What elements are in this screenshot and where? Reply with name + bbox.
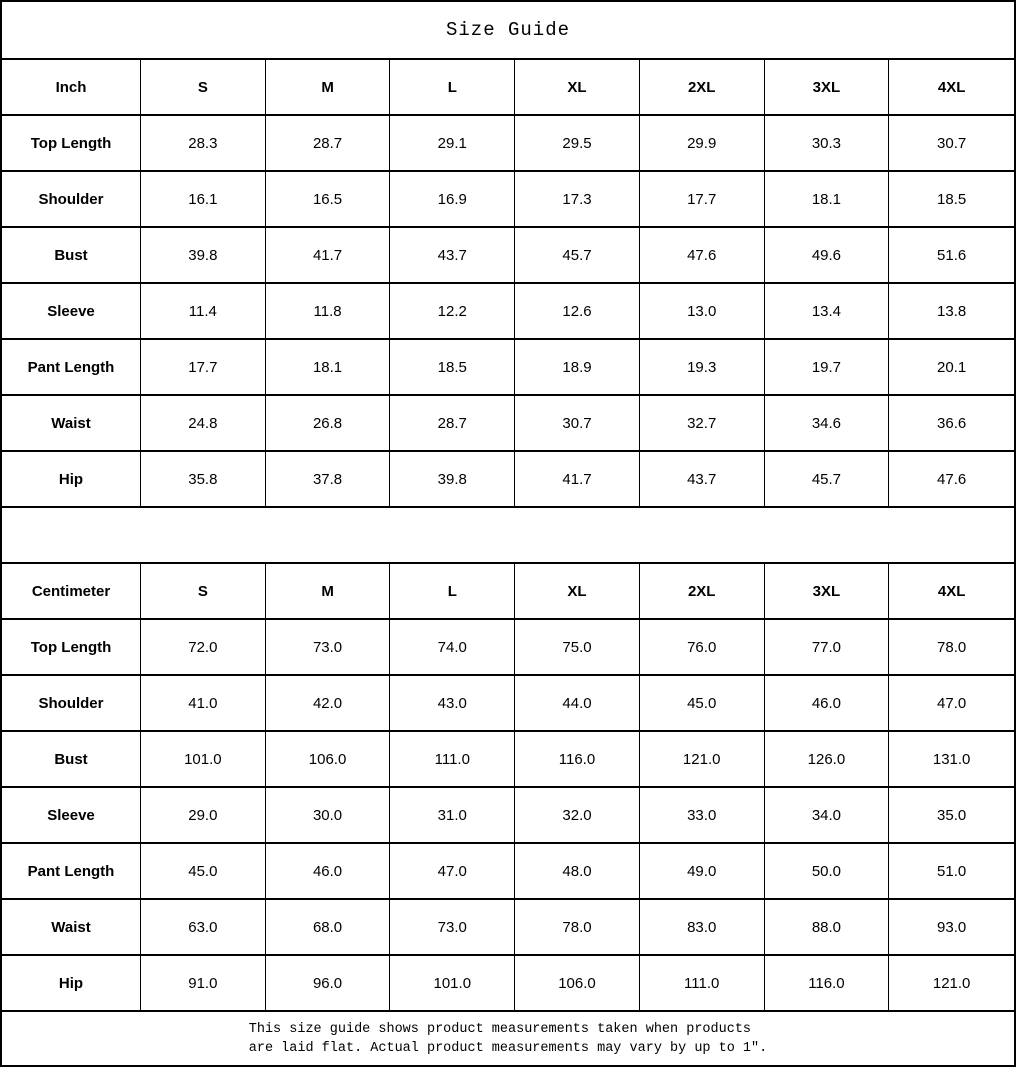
measurement-label: Waist (2, 394, 141, 450)
size-col-header: 3XL (765, 58, 890, 114)
measurement-label: Shoulder (2, 170, 141, 226)
measurement-value: 16.1 (141, 170, 266, 226)
size-col-header: XL (515, 58, 640, 114)
measurement-value: 28.3 (141, 114, 266, 170)
measurement-value: 50.0 (765, 842, 890, 898)
measurement-value: 45.0 (640, 674, 765, 730)
measurement-label: Top Length (2, 114, 141, 170)
size-col-header: L (390, 562, 515, 618)
footer-note-line2: are laid flat. Actual product measurements may vary by up to 1″. (248, 1040, 768, 1056)
size-col-header: M (266, 58, 391, 114)
measurement-value: 12.6 (515, 282, 640, 338)
measurement-value: 37.8 (266, 450, 391, 506)
measurement-value: 13.4 (765, 282, 890, 338)
measurement-value: 16.9 (390, 170, 515, 226)
measurement-value: 121.0 (889, 954, 1014, 1010)
measurement-value: 33.0 (640, 786, 765, 842)
measurement-value: 16.5 (266, 170, 391, 226)
measurement-value: 12.2 (390, 282, 515, 338)
measurement-value: 17.7 (640, 170, 765, 226)
measurement-value: 111.0 (640, 954, 765, 1010)
measurement-value: 34.6 (765, 394, 890, 450)
centimeter-table (0, 562, 1016, 1010)
measurement-value: 45.7 (765, 450, 890, 506)
measurement-value: 47.0 (889, 674, 1014, 730)
measurement-value: 51.6 (889, 226, 1014, 282)
measurement-value: 30.7 (515, 394, 640, 450)
measurement-value: 42.0 (266, 674, 391, 730)
measurement-value: 30.7 (889, 114, 1014, 170)
measurement-value: 111.0 (390, 730, 515, 786)
measurement-value: 18.9 (515, 338, 640, 394)
measurement-value: 18.5 (889, 170, 1014, 226)
measurement-value: 41.0 (141, 674, 266, 730)
measurement-value: 11.4 (141, 282, 266, 338)
measurement-value: 35.8 (141, 450, 266, 506)
measurement-value: 20.1 (889, 338, 1014, 394)
size-col-header: 2XL (640, 58, 765, 114)
measurement-value: 17.3 (515, 170, 640, 226)
measurement-value: 46.0 (765, 674, 890, 730)
measurement-label: Hip (2, 954, 141, 1010)
measurement-value: 46.0 (266, 842, 391, 898)
measurement-value: 77.0 (765, 618, 890, 674)
size-col-header: M (266, 562, 391, 618)
measurement-value: 29.0 (141, 786, 266, 842)
measurement-value: 49.6 (765, 226, 890, 282)
measurement-value: 34.0 (765, 786, 890, 842)
measurement-value: 32.7 (640, 394, 765, 450)
measurement-value: 101.0 (141, 730, 266, 786)
measurement-value: 24.8 (141, 394, 266, 450)
measurement-value: 26.8 (266, 394, 391, 450)
measurement-value: 11.8 (266, 282, 391, 338)
measurement-label: Bust (2, 226, 141, 282)
inch-table (0, 58, 1016, 506)
measurement-value: 13.0 (640, 282, 765, 338)
table-spacer (0, 506, 1016, 562)
measurement-value: 45.0 (141, 842, 266, 898)
measurement-value: 18.1 (266, 338, 391, 394)
measurement-value: 126.0 (765, 730, 890, 786)
measurement-value: 32.0 (515, 786, 640, 842)
measurement-value: 43.0 (390, 674, 515, 730)
size-col-header: 4XL (889, 58, 1014, 114)
footer-note (0, 1010, 1016, 1067)
measurement-value: 47.0 (390, 842, 515, 898)
measurement-label: Sleeve (2, 282, 141, 338)
measurement-value: 35.0 (889, 786, 1014, 842)
measurement-value: 106.0 (266, 730, 391, 786)
measurement-value: 116.0 (765, 954, 890, 1010)
measurement-label: Bust (2, 730, 141, 786)
size-col-header: XL (515, 562, 640, 618)
measurement-value: 76.0 (640, 618, 765, 674)
measurement-value: 72.0 (141, 618, 266, 674)
page-title: Size Guide (0, 0, 1016, 58)
size-col-header: 2XL (640, 562, 765, 618)
measurement-value: 18.1 (765, 170, 890, 226)
measurement-value: 75.0 (515, 618, 640, 674)
measurement-label: Sleeve (2, 786, 141, 842)
measurement-value: 48.0 (515, 842, 640, 898)
measurement-value: 116.0 (515, 730, 640, 786)
measurement-value: 101.0 (390, 954, 515, 1010)
measurement-value: 43.7 (640, 450, 765, 506)
measurement-value: 17.7 (141, 338, 266, 394)
measurement-value: 19.7 (765, 338, 890, 394)
measurement-label: Hip (2, 450, 141, 506)
measurement-value: 19.3 (640, 338, 765, 394)
size-col-header: S (141, 58, 266, 114)
measurement-value: 121.0 (640, 730, 765, 786)
measurement-value: 28.7 (390, 394, 515, 450)
footer-note-line1: This size guide shows product measurements taken when products (248, 1021, 752, 1037)
measurement-value: 51.0 (889, 842, 1014, 898)
measurement-value: 44.0 (515, 674, 640, 730)
measurement-value: 73.0 (266, 618, 391, 674)
measurement-value: 29.1 (390, 114, 515, 170)
measurement-label: Pant Length (2, 842, 141, 898)
measurement-value: 78.0 (889, 618, 1014, 674)
measurement-value: 36.6 (889, 394, 1014, 450)
measurement-value: 73.0 (390, 898, 515, 954)
measurement-value: 106.0 (515, 954, 640, 1010)
measurement-value: 74.0 (390, 618, 515, 674)
unit-header-inch: Inch (2, 58, 141, 114)
measurement-value: 43.7 (390, 226, 515, 282)
measurement-label: Waist (2, 898, 141, 954)
measurement-label: Shoulder (2, 674, 141, 730)
measurement-value: 88.0 (765, 898, 890, 954)
measurement-value: 39.8 (141, 226, 266, 282)
size-col-header: L (390, 58, 515, 114)
size-col-header: S (141, 562, 266, 618)
measurement-value: 31.0 (390, 786, 515, 842)
measurement-value: 18.5 (390, 338, 515, 394)
measurement-value: 93.0 (889, 898, 1014, 954)
measurement-value: 30.0 (266, 786, 391, 842)
measurement-value: 30.3 (765, 114, 890, 170)
size-col-header: 4XL (889, 562, 1014, 618)
measurement-value: 49.0 (640, 842, 765, 898)
measurement-value: 91.0 (141, 954, 266, 1010)
measurement-value: 68.0 (266, 898, 391, 954)
measurement-value: 47.6 (889, 450, 1014, 506)
measurement-value: 39.8 (390, 450, 515, 506)
measurement-value: 96.0 (266, 954, 391, 1010)
measurement-value: 13.8 (889, 282, 1014, 338)
measurement-value: 28.7 (266, 114, 391, 170)
measurement-value: 29.9 (640, 114, 765, 170)
measurement-value: 78.0 (515, 898, 640, 954)
size-col-header: 3XL (765, 562, 890, 618)
measurement-value: 63.0 (141, 898, 266, 954)
unit-header-centimeter: Centimeter (2, 562, 141, 618)
measurement-label: Top Length (2, 618, 141, 674)
measurement-value: 131.0 (889, 730, 1014, 786)
measurement-value: 41.7 (266, 226, 391, 282)
measurement-value: 29.5 (515, 114, 640, 170)
measurement-value: 45.7 (515, 226, 640, 282)
measurement-value: 41.7 (515, 450, 640, 506)
measurement-value: 83.0 (640, 898, 765, 954)
measurement-value: 47.6 (640, 226, 765, 282)
measurement-label: Pant Length (2, 338, 141, 394)
